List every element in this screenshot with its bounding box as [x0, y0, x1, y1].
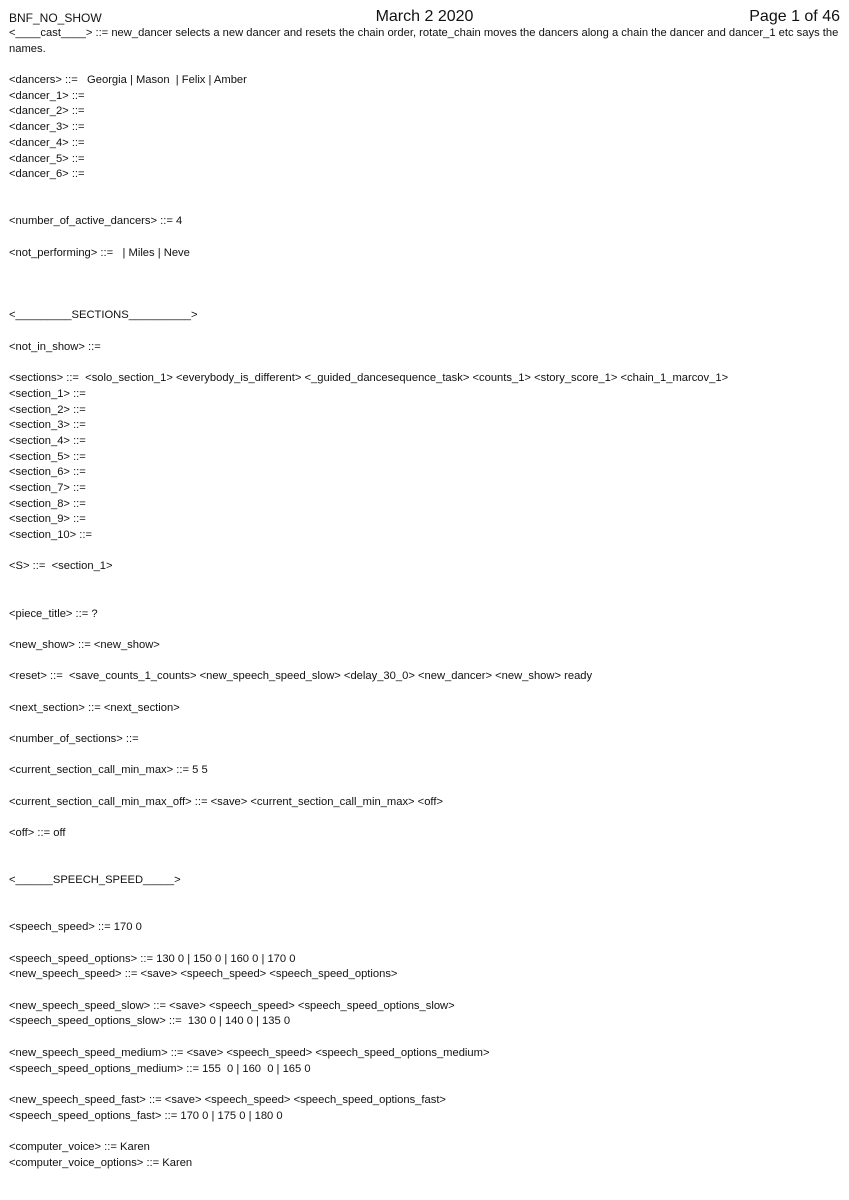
- new-speech-speed-rule: <new_speech_speed> ::= <save> <speech_speed> <speech_speed_options>: [9, 968, 398, 981]
- new-show-rule: <new_show> ::= <new_show>: [9, 638, 160, 651]
- section-5-rule: <section_5> ::=: [9, 450, 86, 463]
- section-6-rule: <section_6> ::=: [9, 466, 86, 479]
- section-call-min-max-off-rule: <current_section_call_min_max_off> ::= <save> <current_section_call_min_max> <off>: [9, 795, 443, 808]
- computer-voice-options-rule: <computer_voice_options> ::= Karen: [9, 1156, 193, 1169]
- speech-speed-heading: <______SPEECH_SPEED_____>: [9, 874, 181, 887]
- off-rule: <off> ::= off: [9, 827, 66, 840]
- next-section-rule: <next_section> ::= <next_section>: [9, 701, 180, 714]
- cast-description: <____cast____> ::= new_dancer selects a new dancer and resets the chain order, rotate_chain moves the dancers along a chain the dancer and dancer_1 etc says the names.: [9, 27, 842, 55]
- dancers-rule: <dancers> ::= Georgia | Mason | Felix | Amber: [9, 74, 247, 87]
- dancer-5-rule: <dancer_5> ::=: [9, 152, 85, 165]
- section-8-rule: <section_8> ::=: [9, 497, 86, 510]
- start-rule: <S> ::= <section_1>: [9, 560, 113, 573]
- document-date: March 2 2020: [375, 8, 474, 25]
- piece-title-rule: <piece_title> ::= ?: [9, 607, 98, 620]
- new-speech-speed-fast-rule: <new_speech_speed_fast> ::= <save> <speech_speed> <speech_speed_options_fast>: [9, 1093, 446, 1106]
- dancer-3-rule: <dancer_3> ::=: [9, 121, 85, 134]
- number-of-sections-rule: <number_of_sections> ::=: [9, 733, 139, 746]
- section-9-rule: <section_9> ::=: [9, 513, 86, 526]
- not-performing-rule: <not_performing> ::= | Miles | Neve: [9, 246, 190, 259]
- section-3-rule: <section_3> ::=: [9, 419, 86, 432]
- dancer-6-rule: <dancer_6> ::=: [9, 168, 85, 181]
- page-number: Page 1 of 46: [749, 8, 840, 25]
- document-name: BNF_NO_SHOW: [9, 11, 102, 25]
- document-body: [9, 26, 845, 1171]
- dancer-1-rule: <dancer_1> ::=: [9, 89, 85, 102]
- dancer-4-rule: <dancer_4> ::=: [9, 136, 85, 149]
- section-1-rule: <section_1> ::=: [9, 387, 86, 400]
- speech-speed-options-fast-rule: <speech_speed_options_fast> ::= 170 0 | 175 0 | 180 0: [9, 1109, 283, 1122]
- sections-heading: <_________SECTIONS__________>: [9, 309, 198, 322]
- section-4-rule: <section_4> ::=: [9, 434, 86, 447]
- dancer-2-rule: <dancer_2> ::=: [9, 105, 85, 118]
- section-7-rule: <section_7> ::=: [9, 482, 86, 495]
- new-speech-speed-medium-rule: <new_speech_speed_medium> ::= <save> <speech_speed> <speech_speed_options_medium>: [9, 1046, 490, 1059]
- active-dancers-rule: <number_of_active_dancers> ::= 4: [9, 215, 183, 228]
- reset-rule: <reset> ::= <save_counts_1_counts> <new_speech_speed_slow> <delay_30_0> <new_dancer> <new_show> ready: [9, 670, 593, 683]
- sections-rule: <sections> ::= <solo_section_1> <everybody_is_different> <_guided_dancesequence_task> <counts_1> <story_score_1> <chain_1_marcov_1>: [9, 372, 729, 385]
- speech-speed-options-slow-rule: <speech_speed_options_slow> ::= 130 0 | 140 0 | 135 0: [9, 1015, 291, 1028]
- section-10-rule: <section_10> ::=: [9, 529, 93, 542]
- not-in-show-rule: <not_in_show> ::=: [9, 340, 101, 353]
- section-2-rule: <section_2> ::=: [9, 403, 86, 416]
- speech-speed-rule: <speech_speed> ::= 170 0: [9, 921, 142, 934]
- speech-speed-options-medium-rule: <speech_speed_options_medium> ::= 155 0 | 160 0 | 165 0: [9, 1062, 311, 1075]
- speech-speed-options-rule: <speech_speed_options> ::= 130 0 | 150 0 | 160 0 | 170 0: [9, 952, 296, 965]
- computer-voice-rule: <computer_voice> ::= Karen: [9, 1140, 150, 1153]
- section-call-min-max-rule: <current_section_call_min_max> ::= 5 5: [9, 764, 208, 777]
- new-speech-speed-slow-rule: <new_speech_speed_slow> ::= <save> <speech_speed> <speech_speed_options_slow>: [9, 999, 455, 1012]
